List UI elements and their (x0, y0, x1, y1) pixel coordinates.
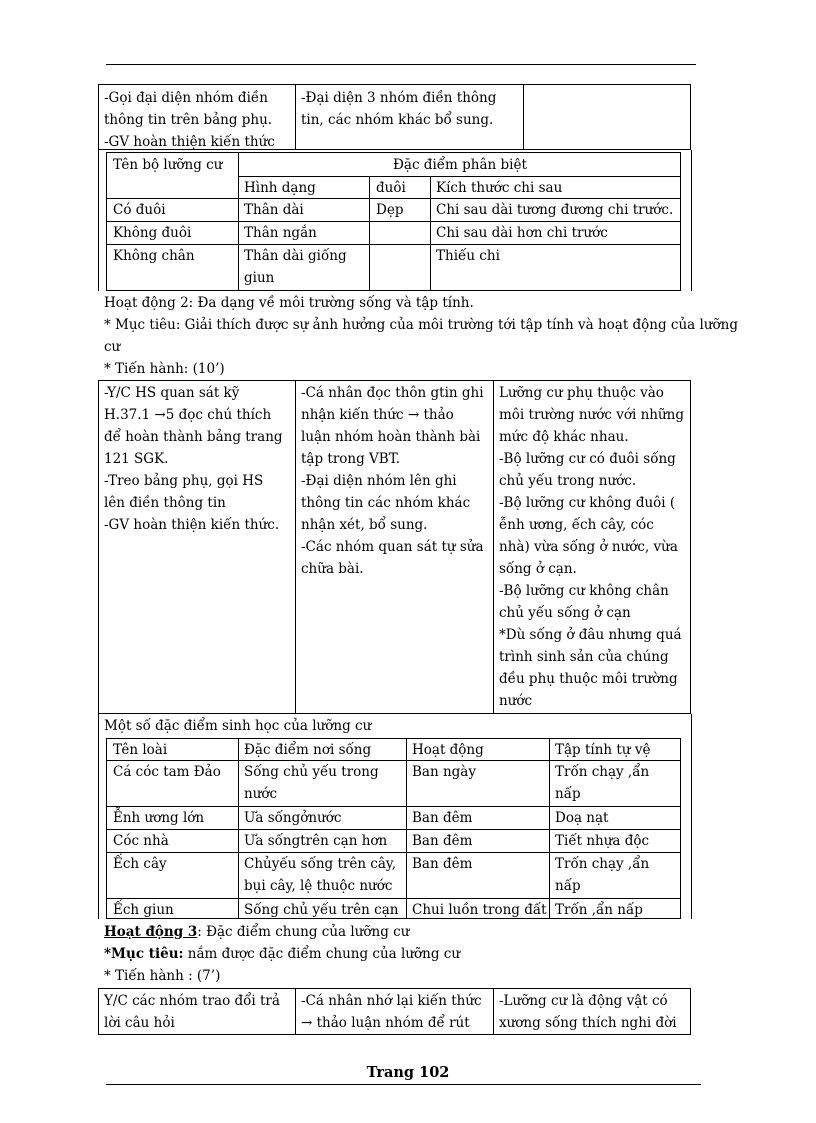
cell-text: -Bộ lưỡng cư có đuôi sống (499, 451, 676, 467)
cell-text: Thiếu chi (436, 248, 500, 264)
activity-3-process: * Tiến hành : (7’) (104, 968, 221, 984)
cell-text: Ban đêm (412, 810, 473, 826)
cell-text: -Đại diện 3 nhóm điền thông (301, 90, 497, 106)
cell-text: H.37.1 →5 đọc chú thích (104, 407, 272, 423)
cell-text: -Đại diện nhóm lên ghi (301, 473, 457, 489)
cell-text: thông tin các nhóm khác (301, 495, 471, 511)
column-header: Đặc điểm nơi sống (244, 742, 372, 758)
cell-text: Ưa sốngởnước (244, 810, 342, 826)
cell-text: -Lưỡng cư là động vật có (499, 993, 668, 1009)
cell-text: Ban ngày (412, 764, 476, 780)
activity-2-objective: * Mục tiêu: Giải thích được sự ảnh hưởng của môi trường tới tập tính và hoạt động của lưỡng (104, 317, 738, 333)
cell-text: Chi sau dài tương đương chi trước. (436, 202, 674, 218)
cell-text: Trốn chạy ,ẩn (555, 856, 650, 872)
cell-text: Tiết nhựa độc (555, 833, 650, 849)
cell-text: Ếch cây (113, 856, 167, 872)
column-header: Tên loài (113, 742, 168, 758)
cell-text: bụi cây, lệ thuộc nước (244, 878, 393, 894)
footer-rule (106, 1084, 701, 1085)
column-header: Kích thước chi sau (436, 180, 563, 196)
cell-text: nước (244, 786, 278, 802)
cell-text: môi trường nước với những (499, 407, 685, 423)
column-group-header: Đặc điểm phân biệt (393, 157, 527, 173)
activity-3-title-rest: : Đặc điểm chung của lưỡng cư (197, 924, 410, 940)
cell-text: nấp (555, 786, 581, 802)
cell-text: -Cá nhân nhớ lại kiến thức (301, 993, 482, 1009)
column-header: Hoạt động (412, 742, 484, 758)
cell-text: chủ yếu trong nước. (499, 473, 637, 489)
cell-text: Doạ nạt (555, 810, 609, 826)
activity-2-title: Hoạt động 2: Đa dạng về môi trường sống và tập tính. (104, 295, 474, 311)
cell-text: Trốn ,ẩn nấp (555, 902, 643, 918)
cell-text: Ưa sốngtrên cạn hơn (244, 833, 388, 849)
cell-text: lên điền thông tin (104, 495, 226, 511)
cell-text: Trốn chạy ,ẩn (555, 764, 650, 780)
cell-text: sống ở cạn. (499, 561, 577, 577)
cell-text: trình sinh sản của chúng (499, 649, 669, 665)
cell-text: -Các nhóm quan sát tự sửa (301, 539, 484, 555)
cell-text: Lưỡng cư phụ thuộc vào (499, 385, 664, 401)
page-number: Trang 102 (366, 1064, 450, 1081)
cell-text: Ban đêm (412, 856, 473, 872)
activity-2-objective: cư (104, 339, 121, 355)
cell-text: nước (499, 693, 533, 709)
cell-text: Ếch giun (113, 902, 174, 918)
cell-text: -GV hoàn thiện kiến thức. (104, 517, 280, 533)
column-header: Tập tính tự vệ (555, 742, 651, 758)
cell-text: -GV hoàn thiện kiến thức (104, 134, 275, 150)
cell-text: tập trong VBT. (301, 451, 401, 467)
cell-text: nấp (555, 878, 581, 894)
activity-3-objective (104, 943, 460, 965)
cell-text: Có đuôi (113, 202, 166, 218)
cell-text: -Y/C HS quan sát kỹ (104, 385, 240, 401)
cell-text: Sống chủ yếu trong (244, 764, 379, 780)
cell-text: Ban đêm (412, 833, 473, 849)
cell-text: mức độ khác nhau. (499, 429, 629, 445)
column-header: Tên bộ lưỡng cư (113, 157, 223, 173)
cell-text: -Cá nhân đọc thôn gtin ghi (301, 385, 484, 401)
cell-text: 121 SGK. (104, 451, 169, 467)
cell-text: lời câu hỏi (104, 1015, 175, 1031)
cell-text: Không chân (113, 248, 195, 264)
table-4-caption: Một số đặc điểm sinh học của lưỡng cư (104, 718, 372, 734)
cell-text: Y/C các nhóm trao đổi trả (104, 993, 280, 1009)
column-header: đuôi (376, 180, 406, 196)
cell-text: Cóc nhà (113, 833, 169, 849)
cell-text: -Treo bảng phụ, gọi HS (104, 473, 264, 489)
cell-text: giun (244, 270, 275, 286)
activity-3-title-bold: Hoạt động 3 (104, 924, 198, 940)
cell-text: Chủyếu sống trên cây, (244, 856, 397, 872)
cell-text: -Bộ lưỡng cư không chân (499, 583, 669, 599)
cell-text: Chui luồn trong đất (412, 902, 547, 918)
cell-text: -Gọi đại diện nhóm điền (104, 90, 268, 106)
column-header: Hình dạng (244, 180, 316, 196)
cell-text: chữa bài. (301, 561, 364, 577)
cell-text: Thân dài (244, 202, 304, 218)
cell-text: Cá cóc tam Đảo (113, 764, 221, 780)
cell-text: nhận xét, bổ sung. (301, 517, 428, 533)
cell-text: Thân ngắn (244, 225, 317, 241)
cell-text: Sống chủ yếu trên cạn (244, 902, 399, 918)
cell-text: -Bộ lưỡng cư không đuôi ( (499, 495, 676, 511)
activity-3-objective-rest: nắm được đặc điểm chung của lưỡng cư (183, 946, 461, 962)
cell-text: ễnh ương, ếch cây, cóc (499, 517, 654, 533)
cell-text: nhận kiến thức → thảo (301, 407, 454, 423)
cell-text: chủ yếu sống ở cạn (499, 605, 631, 621)
cell-text: tin, các nhóm khác bổ sung. (301, 112, 494, 128)
cell-text: xương sống thích nghi đời (499, 1015, 677, 1031)
cell-text: *Dù sống ở đâu nhưng quá (499, 627, 682, 643)
cell-text: thông tin trên bảng phụ. (104, 112, 273, 128)
cell-text: Không đuôi (113, 225, 192, 241)
activity-3-title (104, 921, 409, 943)
cell-text: luận nhóm hoàn thành bài (301, 429, 481, 445)
cell-text: Chi sau dài hơn chi trước (436, 225, 608, 241)
activity-3-objective-bold: *Mục tiêu: (104, 946, 184, 962)
cell-text: để hoàn thành bảng trang (104, 429, 283, 445)
cell-text: nhà) vừa sống ở nước, vừa (499, 539, 678, 555)
cell-text: Thân dài giống (244, 248, 347, 264)
cell-text: đều phụ thuộc môi trường (499, 671, 678, 687)
cell-text: Ễnh ương lớn (113, 810, 205, 826)
header-rule (106, 64, 696, 65)
cell-text: → thảo luận nhóm để rút (301, 1015, 470, 1031)
cell-text: Dẹp (376, 202, 404, 218)
activity-2-process: * Tiến hành: (10’) (104, 361, 225, 377)
